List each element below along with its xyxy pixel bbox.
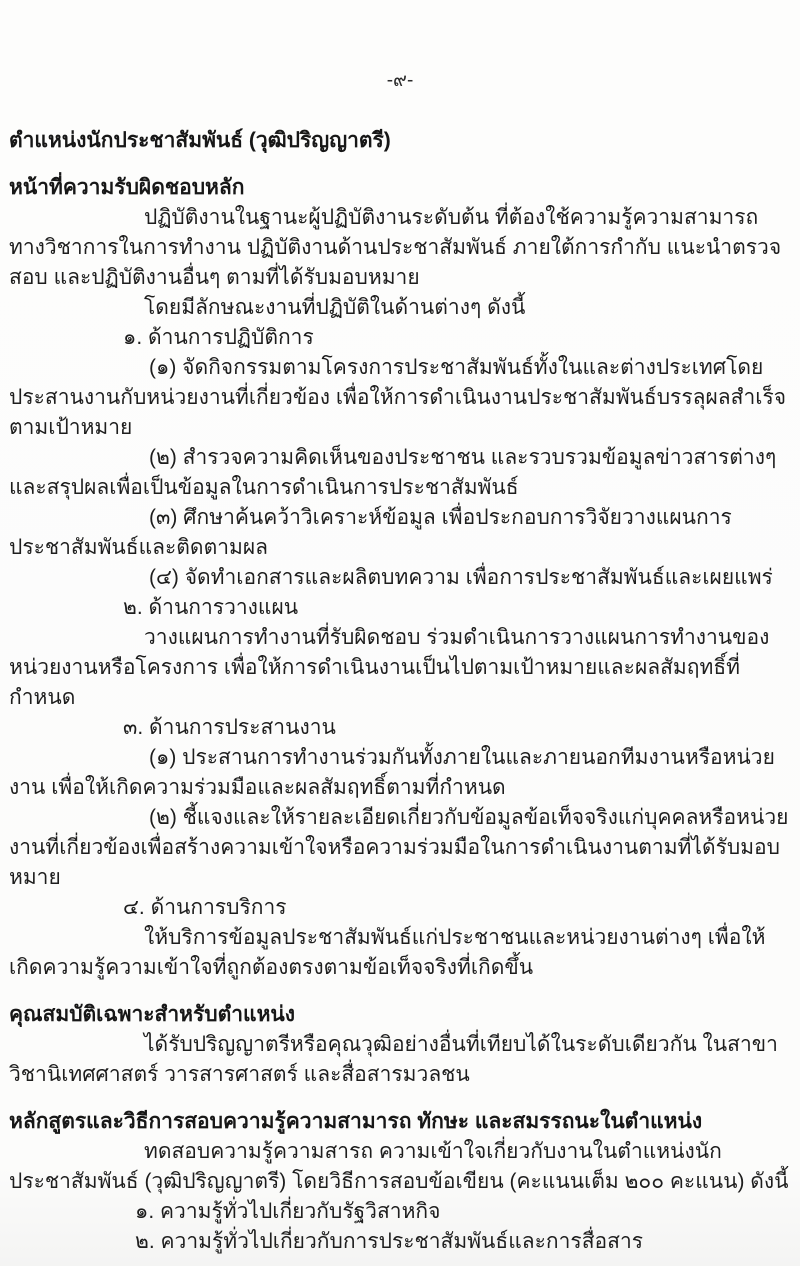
duty-1-item-3: (๓) ศึกษาค้นคว้าวิเคราะห์ข้อมูล เพื่อประกอบการวิจัยวางแผนการประชาสัมพันธ์และติดตามผล	[9, 506, 732, 559]
intro-paragraph: ปฏิบัติงานในฐานะผู้ปฏิบัติงานระดับต้น ที่ต้องใช้ความรู้ความสามารถทางวิชาการในการทำงาน ปฏิบัติงานด้านประชาสัมพันธ์ ภายใต้การกำกับ แนะนำตรวจสอบ และปฏิบัติงานอื่นๆ ตามที่ได้รับมอบหมาย	[9, 206, 782, 289]
page-number: -๙-	[386, 70, 414, 91]
duty-section-1-title: ๑. ด้านการปฏิบัติการ	[123, 326, 314, 349]
heading-main-duties: หน้าที่ความรับผิดชอบหลัก	[9, 176, 245, 199]
intro-lead-in: โดยมีลักษณะงานที่ปฏิบัติในด้านต่างๆ ดังนี้	[144, 296, 526, 319]
duty-3-item-2: (๒) ชี้แจงและให้รายละเอียดเกี่ยวกับข้อมูลข้อเท็จจริงแก่บุคคลหรือหน่วยงานที่เกี่ยวข้องเพื่อสร้างความเข้าใจหรือความร่วมมือในการดำเนินงานตามที่ได้รับมอบหมาย	[9, 806, 789, 889]
heading-exam-method: หลักสูตรและวิธีการสอบความรู้ความสามารถ ทักษะ และสมรรถนะในตำแหน่ง	[9, 1110, 703, 1133]
qualifications-paragraph: ได้รับปริญญาตรีหรือคุณวุฒิอย่างอื่นที่เทียบได้ในระดับเดียวกัน ในสาขาวิชานิเทศศาสตร์ วารสารศาสตร์ และสื่อสารมวลชน	[9, 1033, 778, 1086]
exam-subject-1: ๑. ความรู้ทั่วไปเกี่ยวกับรัฐวิสาหกิจ	[135, 1200, 441, 1223]
exam-subject-2: ๒. ความรู้ทั่วไปเกี่ยวกับการประชาสัมพันธ์และการสื่อสาร	[135, 1230, 644, 1253]
duty-1-item-2: (๒) สำรวจความคิดเห็นของประชาชน และรวบรวมข้อมูลข่าวสารต่างๆ และสรุปผลเพื่อเป็นข้อมูลในการดำเนินการประชาสัมพันธ์	[9, 446, 777, 499]
exam-intro-paragraph: ทดสอบความรู้ความสารถ ความเข้าใจเกี่ยวกับงานในตำแหน่งนักประชาสัมพันธ์ (วุฒิปริญญาตรี) โดยวิธีการสอบข้อเขียน (คะแนนเต็ม ๒๐๐ คะแนน) ดังนี้	[9, 1140, 789, 1193]
duty-3-item-1: (๑) ประสานการทำงานร่วมกันทั้งภายในและภายนอกทีมงานหรือหน่วยงาน เพื่อให้เกิดความร่วมมือและผลสัมฤทธิ์ตามที่กำหนด	[9, 746, 775, 799]
heading-qualifications: คุณสมบัติเฉพาะสำหรับตำแหน่ง	[9, 1003, 296, 1026]
duty-4-paragraph: ให้บริการข้อมูลประชาสัมพันธ์แก่ประชาชนและหน่วยงานต่างๆ เพื่อให้เกิดความรู้ความเข้าใจที่ถูกต้องตรงตามข้อเท็จจริงที่เกิดขึ้น	[9, 926, 766, 979]
duty-section-4-title: ๔. ด้านการบริการ	[123, 896, 287, 919]
position-title: ตำแหน่งนักประชาสัมพันธ์ (วุฒิปริญญาตรี)	[9, 129, 391, 152]
duty-1-item-1: (๑) จัดกิจกรรมตามโครงการประชาสัมพันธ์ทั้งในและต่างประเทศโดยประสานงานกับหน่วยงานที่เกี่ยวข้อง เพื่อให้การดำเนินงานประชาสัมพันธ์บรรลุผลสำเร็จตามเป้าหมาย	[9, 356, 787, 439]
duty-section-2-title: ๒. ด้านการวางแผน	[123, 596, 299, 619]
duty-section-3-title: ๓. ด้านการประสานงาน	[123, 716, 336, 739]
duty-1-item-4: (๔) จัดทำเอกสารและผลิตบทความ เพื่อการประชาสัมพันธ์และเผยแพร่	[149, 566, 773, 589]
duty-2-paragraph: วางแผนการทำงานที่รับผิดชอบ ร่วมดำเนินการวางแผนการทำงานของหน่วยงานหรือโครงการ เพื่อให้การดำเนินงานเป็นไปตามเป้าหมายและผลสัมฤทธิ์ที่กำหนด	[9, 626, 770, 709]
